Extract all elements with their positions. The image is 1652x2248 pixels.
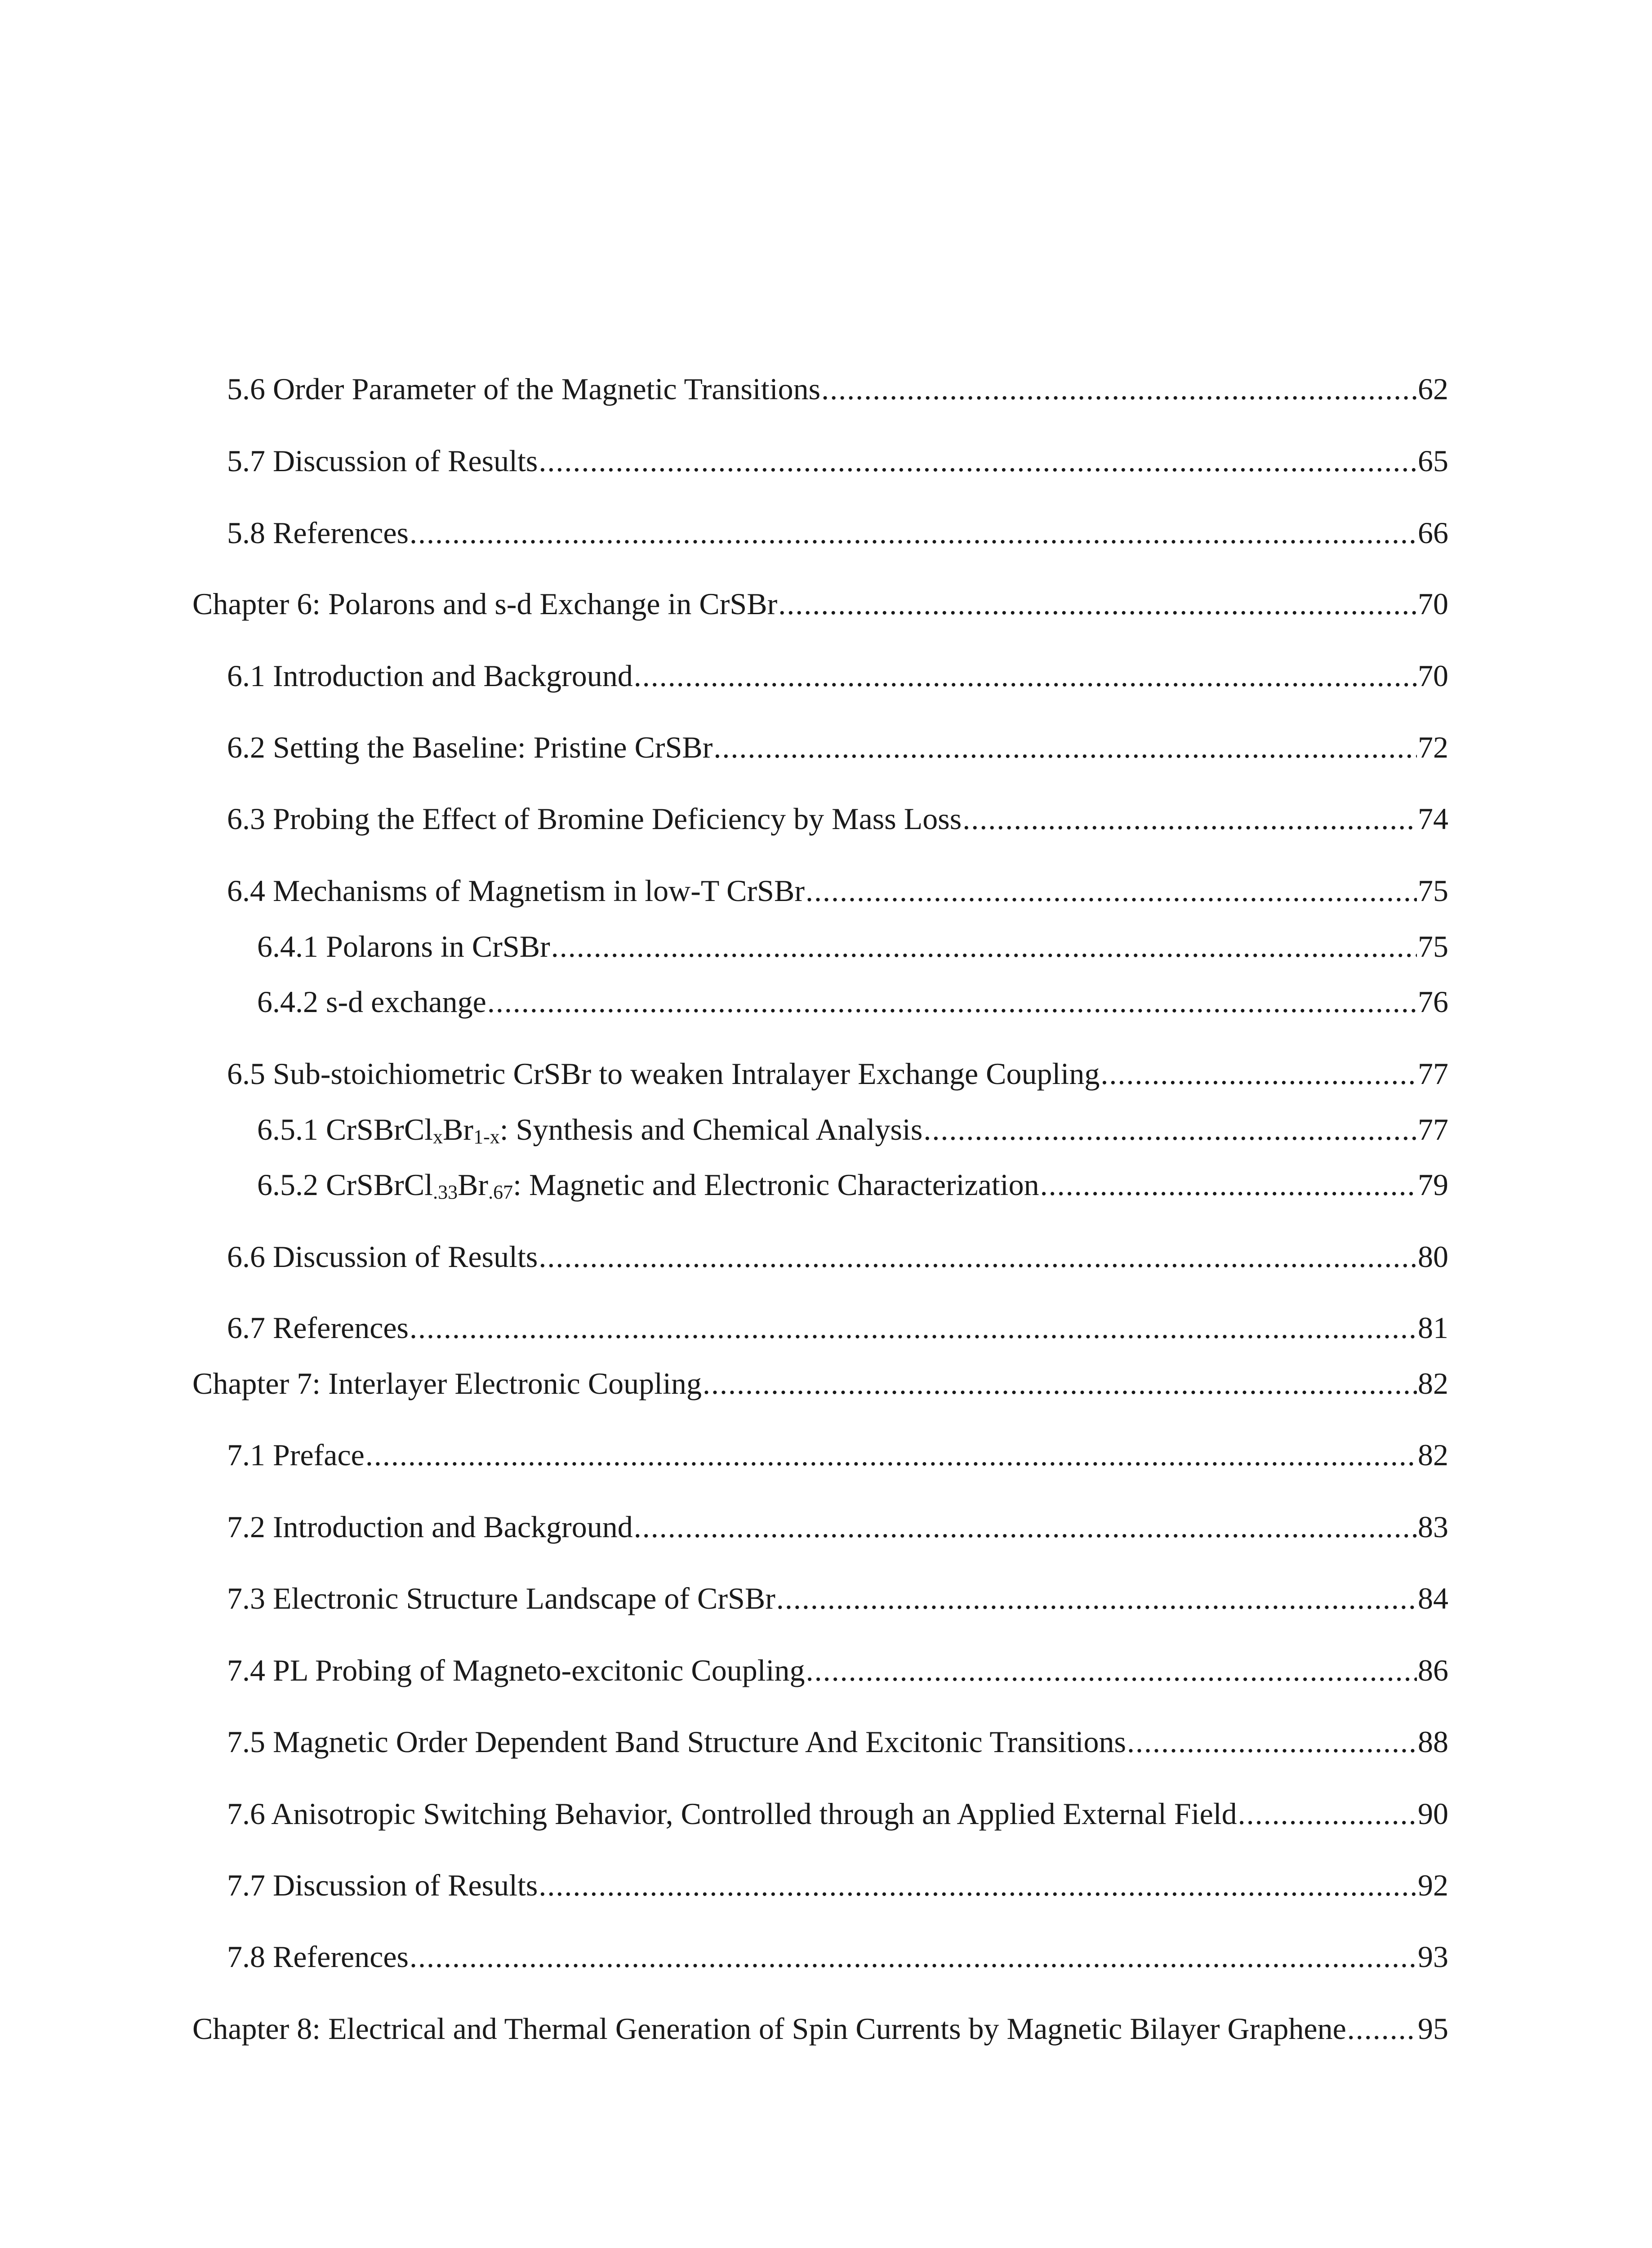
toc-page-number: 92 xyxy=(1418,1868,1448,1902)
toc-leader-dots xyxy=(539,1234,1417,1279)
toc-leader-dots xyxy=(634,1504,1417,1549)
toc-leader-dots xyxy=(806,868,1417,913)
toc-entry-title: 6.3 Probing the Effect of Bromine Deficiency by Mass Loss xyxy=(227,802,962,836)
toc-entry-title: 6.5.1 $CrSBrCl_xBr_{1-x}$: Synthesis and Chemical Analysis xyxy=(257,1112,923,1148)
toc-entry[interactable] xyxy=(227,1576,1448,1621)
toc-leader-dots xyxy=(776,1576,1417,1621)
toc-entry[interactable] xyxy=(227,1305,1448,1350)
toc-entry[interactable] xyxy=(227,1432,1448,1477)
toc-leader-dots xyxy=(410,510,1417,555)
toc-entry[interactable] xyxy=(227,1719,1448,1764)
toc-page-number: 75 xyxy=(1418,874,1448,908)
toc-leader-dots xyxy=(551,924,1417,969)
toc-entry[interactable] xyxy=(227,1791,1448,1836)
toc-leader-dots xyxy=(1347,2006,1417,2051)
toc-entry-title: 6.5 Sub-stoichiometric CrSBr to weaken Intralayer Exchange Coupling xyxy=(227,1057,1100,1091)
toc-entry[interactable] xyxy=(227,1051,1448,1096)
toc-entry-title: 7.7 Discussion of Results xyxy=(227,1868,538,1902)
toc-leader-dots xyxy=(962,796,1417,841)
toc-page-number: 72 xyxy=(1418,730,1448,764)
toc-entry-title: 6.1 Introduction and Background xyxy=(227,659,633,693)
toc-entry-title: 7.2 Introduction and Background xyxy=(227,1510,633,1544)
toc-chapter-entry[interactable] xyxy=(192,581,1448,626)
toc-entry-title: 7.8 References xyxy=(227,1940,409,1974)
toc-entry[interactable] xyxy=(227,1934,1448,1979)
toc-leader-dots xyxy=(821,366,1417,411)
toc-entry[interactable] xyxy=(227,1234,1448,1279)
toc-entry-title: 7.1 Preface xyxy=(227,1438,365,1472)
toc-leader-dots xyxy=(703,1361,1417,1406)
toc-page-number: 88 xyxy=(1418,1725,1448,1759)
toc-subentry[interactable] xyxy=(257,924,1448,969)
toc-page-number: 70 xyxy=(1418,587,1448,621)
toc-leader-dots xyxy=(1127,1719,1417,1764)
toc-entry-title: 6.5.2 $CrSBrCl_{.33}Br_{.67}$: Magnetic and Electronic Characterization xyxy=(257,1168,1039,1203)
toc-leader-dots xyxy=(487,979,1417,1024)
toc-subentry[interactable] xyxy=(257,1162,1448,1207)
toc-leader-dots xyxy=(634,653,1417,698)
toc-entry-title: 6.4.2 s-d exchange xyxy=(257,985,486,1019)
toc-subentry[interactable] xyxy=(257,979,1448,1024)
toc-leader-dots xyxy=(806,1648,1417,1693)
toc-page-number: 74 xyxy=(1418,802,1448,836)
toc-page-number: 75 xyxy=(1418,929,1448,963)
toc-page-number: 82 xyxy=(1418,1366,1448,1401)
toc-page-number: 76 xyxy=(1418,985,1448,1019)
toc-entry[interactable] xyxy=(227,1648,1448,1693)
toc-page-number: 66 xyxy=(1418,516,1448,550)
toc-leader-dots xyxy=(778,581,1417,626)
toc-entry-title: 6.4.1 Polarons in CrSBr xyxy=(257,929,550,963)
toc-entry-title: 7.5 Magnetic Order Dependent Band Structure And Excitonic Transitions xyxy=(227,1725,1126,1759)
toc-page-number: 77 xyxy=(1418,1057,1448,1091)
toc-leader-dots xyxy=(365,1432,1417,1477)
toc-leader-dots xyxy=(713,725,1417,770)
toc-leader-dots xyxy=(1238,1791,1417,1836)
toc-entry-title: 5.8 References xyxy=(227,516,409,550)
toc-page-number: 79 xyxy=(1418,1168,1448,1202)
toc-chapter-entry[interactable] xyxy=(192,2006,1448,2051)
toc-leader-dots xyxy=(539,1863,1417,1908)
toc-page-number: 80 xyxy=(1418,1240,1448,1274)
toc-leader-dots xyxy=(1100,1051,1417,1096)
toc-entry[interactable] xyxy=(227,510,1448,555)
toc-page-number: 62 xyxy=(1418,372,1448,406)
toc-page-number: 93 xyxy=(1418,1940,1448,1974)
toc-page-number: 95 xyxy=(1418,2012,1448,2046)
toc-entry-title: 5.6 Order Parameter of the Magnetic Transitions xyxy=(227,372,821,406)
toc-page-number: 77 xyxy=(1418,1112,1448,1146)
toc-entry[interactable] xyxy=(227,1863,1448,1908)
toc-page-number: 70 xyxy=(1418,659,1448,693)
toc-entry-title: 7.3 Electronic Structure Landscape of CrSBr xyxy=(227,1581,775,1615)
toc-subentry[interactable] xyxy=(257,1107,1448,1152)
toc-entry[interactable] xyxy=(227,1504,1448,1549)
toc-leader-dots xyxy=(410,1934,1417,1979)
toc-entry-title: 6.2 Setting the Baseline: Pristine CrSBr xyxy=(227,730,713,764)
toc-page-number: 86 xyxy=(1418,1653,1448,1687)
toc-leader-dots xyxy=(539,438,1417,483)
toc-entry-title: 7.4 PL Probing of Magneto-excitonic Coupling xyxy=(227,1653,805,1687)
toc-page-number: 84 xyxy=(1418,1581,1448,1615)
toc-page-number: 90 xyxy=(1418,1797,1448,1831)
toc-leader-dots xyxy=(923,1107,1417,1152)
toc-chapter-entry[interactable] xyxy=(192,1361,1448,1406)
toc-entry-title: 6.4 Mechanisms of Magnetism in low-T CrSBr xyxy=(227,874,805,908)
toc-entry[interactable] xyxy=(227,725,1448,770)
toc-page-number: 81 xyxy=(1418,1311,1448,1345)
toc-entry-title: 6.6 Discussion of Results xyxy=(227,1240,538,1274)
toc-entry[interactable] xyxy=(227,796,1448,841)
toc-entry[interactable] xyxy=(227,653,1448,698)
toc-entry[interactable] xyxy=(227,438,1448,483)
toc-page-number: 65 xyxy=(1418,444,1448,478)
toc-entry-title: 6.7 References xyxy=(227,1311,409,1345)
toc-page-number: 83 xyxy=(1418,1510,1448,1544)
toc-page-number: 82 xyxy=(1418,1438,1448,1472)
toc-entry-title: 5.7 Discussion of Results xyxy=(227,444,538,478)
toc-entry-title: Chapter 7: Interlayer Electronic Coupling xyxy=(192,1366,702,1401)
toc-leader-dots xyxy=(410,1305,1417,1350)
toc-entry[interactable] xyxy=(227,868,1448,913)
toc-entry-title: Chapter 6: Polarons and s-d Exchange in CrSBr xyxy=(192,587,778,621)
toc-entry[interactable] xyxy=(227,366,1448,411)
toc-entry-title: 7.6 Anisotropic Switching Behavior, Controlled through an Applied External Field xyxy=(227,1797,1237,1831)
toc-leader-dots xyxy=(1040,1162,1417,1207)
toc-entry-title: Chapter 8: Electrical and Thermal Generation of Spin Currents by Magnetic Bilayer Graphene xyxy=(192,2012,1346,2046)
